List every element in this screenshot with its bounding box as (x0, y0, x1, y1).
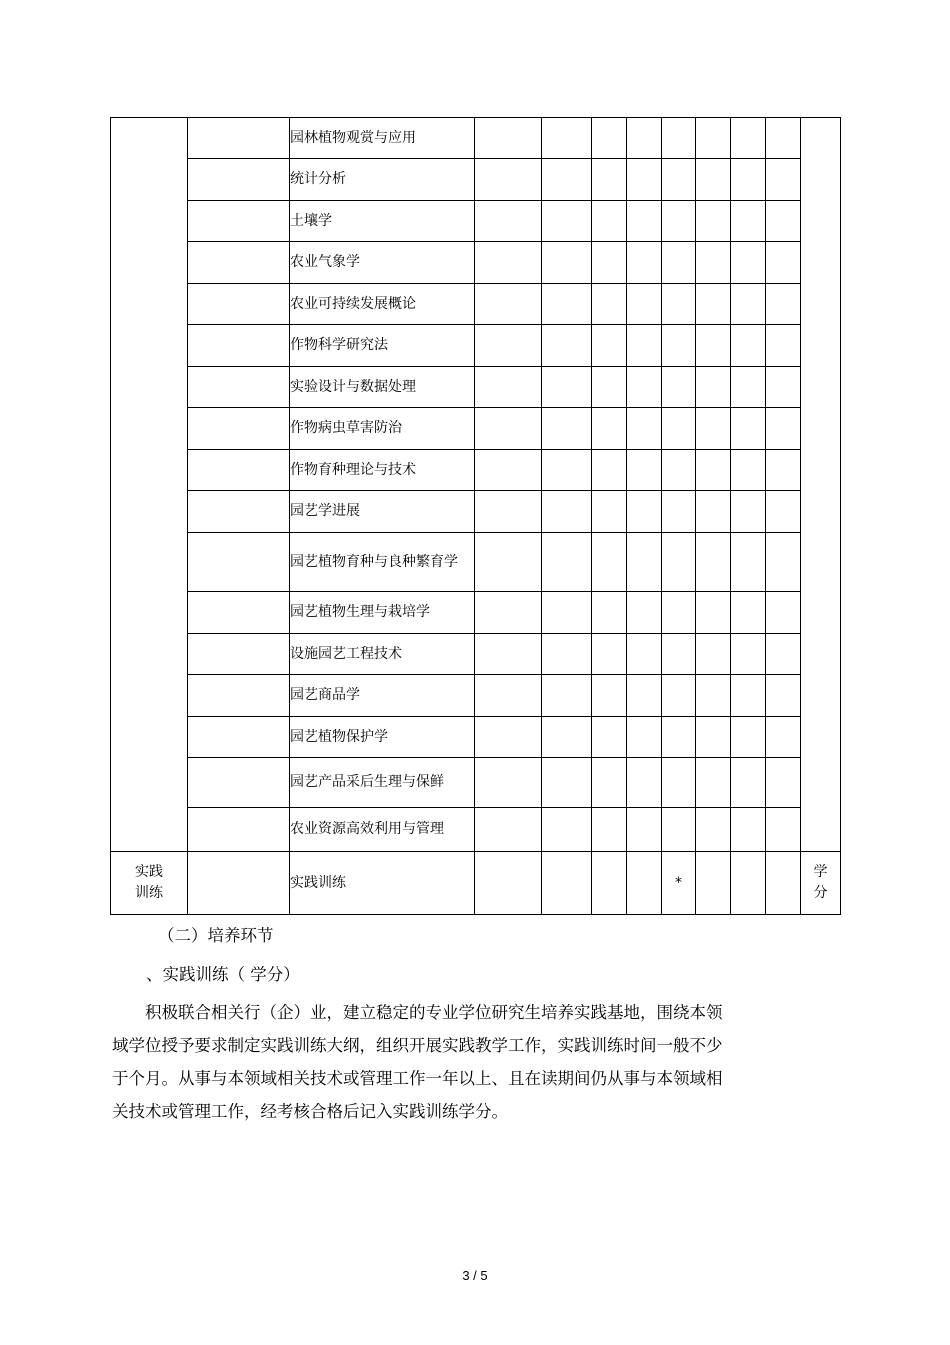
course-name-cell: 统计分析 (290, 159, 475, 201)
table-cell (696, 325, 731, 367)
table-cell (662, 758, 696, 808)
table-cell (475, 852, 542, 915)
table-cell (766, 325, 801, 367)
table-cell (766, 242, 801, 284)
credit-cell (801, 118, 841, 852)
course-name-cell: 作物病虫草害防治 (290, 408, 475, 450)
table-cell (731, 717, 766, 758)
table-cell (475, 533, 542, 592)
practice-paragraph (112, 996, 792, 1128)
table-cell (731, 367, 766, 408)
table-cell (475, 634, 542, 675)
table-cell (696, 450, 731, 491)
practice-category-label: 实践训练 (134, 864, 163, 901)
table-cell (731, 159, 766, 201)
table-cell (696, 675, 731, 717)
table-cell (475, 491, 542, 533)
table-cell (662, 325, 696, 367)
table-cell (592, 592, 627, 634)
course-code-cell (188, 242, 290, 284)
table-cell (696, 242, 731, 284)
table-cell (731, 634, 766, 675)
table-cell (475, 159, 542, 201)
table-cell (662, 367, 696, 408)
table-cell (592, 634, 627, 675)
course-row (111, 533, 841, 592)
course-name-cell: 园艺学进展 (290, 491, 475, 533)
table-cell (766, 491, 801, 533)
table-cell (662, 159, 696, 201)
course-name-cell: 作物育种理论与技术 (290, 450, 475, 491)
practice-credit-cell (801, 852, 841, 915)
table-cell (542, 675, 592, 717)
course-row (111, 242, 841, 284)
table-cell (542, 634, 592, 675)
course-name-cell: 作物科学研究法 (290, 325, 475, 367)
table-cell (542, 367, 592, 408)
table-cell (627, 325, 662, 367)
course-row (111, 367, 841, 408)
table-cell (662, 242, 696, 284)
table-cell (696, 808, 731, 852)
table-cell (627, 284, 662, 325)
table-cell (766, 159, 801, 201)
table-cell (542, 852, 592, 915)
table-cell (766, 852, 801, 915)
table-cell (627, 675, 662, 717)
course-table (110, 117, 841, 915)
table-cell (766, 284, 801, 325)
table-cell (475, 284, 542, 325)
table-cell (766, 118, 801, 159)
table-cell (475, 758, 542, 808)
course-name-cell: 园艺产品采后生理与保鲜 (290, 758, 475, 808)
table-cell (475, 408, 542, 450)
course-code-cell (188, 284, 290, 325)
table-cell (592, 118, 627, 159)
table-cell (475, 367, 542, 408)
table-cell (662, 118, 696, 159)
table-cell (696, 592, 731, 634)
table-cell (592, 758, 627, 808)
table-cell (696, 491, 731, 533)
table-cell (475, 717, 542, 758)
paragraph-line: 关技术或管理工作，经考核合格后记入实践训练学分。 (112, 1102, 508, 1121)
course-row (111, 450, 841, 491)
table-cell (662, 408, 696, 450)
table-cell (766, 450, 801, 491)
table-cell (627, 808, 662, 852)
table-cell (627, 408, 662, 450)
table-cell (627, 450, 662, 491)
table-cell (662, 284, 696, 325)
course-row (111, 118, 841, 159)
table-cell (662, 592, 696, 634)
course-code-cell (188, 758, 290, 808)
table-cell (731, 533, 766, 592)
table-cell (542, 242, 592, 284)
table-cell (475, 675, 542, 717)
table-cell (731, 284, 766, 325)
table-cell (592, 450, 627, 491)
table-cell (731, 491, 766, 533)
table-cell (766, 808, 801, 852)
course-name-cell: 农业气象学 (290, 242, 475, 284)
course-row (111, 491, 841, 533)
table-cell (592, 284, 627, 325)
table-cell (731, 592, 766, 634)
table-cell (592, 159, 627, 201)
course-name-cell: 园艺植物保护学 (290, 717, 475, 758)
table-cell (542, 325, 592, 367)
course-code-cell (188, 491, 290, 533)
table-cell (696, 533, 731, 592)
table-cell (662, 634, 696, 675)
table-cell (627, 201, 662, 242)
table-cell (592, 675, 627, 717)
practice-name-cell: 实践训练 (290, 852, 475, 915)
table-cell (627, 533, 662, 592)
table-cell (592, 325, 627, 367)
course-row (111, 675, 841, 717)
table-cell (542, 408, 592, 450)
table-cell (627, 242, 662, 284)
table-cell (731, 675, 766, 717)
paragraph-line: 于个月。从事与本领域相关技术或管理工作一年以上、且在读期间仍从事与本领域相 (112, 1069, 723, 1088)
table-cell (696, 118, 731, 159)
table-cell (766, 408, 801, 450)
course-name-cell: 园艺商品学 (290, 675, 475, 717)
course-row (111, 159, 841, 201)
course-code-cell (188, 592, 290, 634)
table-cell (542, 118, 592, 159)
practice-mark-cell: * (662, 852, 696, 915)
table-cell (542, 159, 592, 201)
table-cell (696, 852, 731, 915)
table-cell (766, 675, 801, 717)
course-name-cell: 园林植物观赏与应用 (290, 118, 475, 159)
course-row (111, 284, 841, 325)
category-cell (111, 118, 188, 852)
table-cell (475, 592, 542, 634)
table-cell (662, 491, 696, 533)
course-code-cell (188, 808, 290, 852)
table-cell (592, 808, 627, 852)
table-cell (627, 159, 662, 201)
table-cell (662, 717, 696, 758)
course-code-cell (188, 675, 290, 717)
table-cell (627, 634, 662, 675)
table-cell (696, 367, 731, 408)
section-heading: （二）培养环节 (158, 926, 274, 945)
table-cell (662, 201, 696, 242)
paragraph-line: 积极联合相关行（企）业，建立稳定的专业学位研究生培养实践基地，围绕本领 (145, 1003, 723, 1022)
table-cell (662, 808, 696, 852)
table-cell (592, 852, 627, 915)
course-name-cell: 设施园艺工程技术 (290, 634, 475, 675)
course-code-cell (188, 533, 290, 592)
table-cell (731, 408, 766, 450)
subsection-heading: 、实践训练（ 学分） (146, 965, 300, 984)
table-cell (475, 242, 542, 284)
table-cell (696, 408, 731, 450)
table-cell (475, 118, 542, 159)
table-cell (731, 808, 766, 852)
table-cell (592, 367, 627, 408)
table-cell (766, 201, 801, 242)
course-code-cell (188, 408, 290, 450)
course-row (111, 201, 841, 242)
table-cell (696, 201, 731, 242)
course-name-cell: 农业可持续发展概论 (290, 284, 475, 325)
table-cell (766, 367, 801, 408)
table-cell (731, 242, 766, 284)
table-cell (766, 717, 801, 758)
table-cell (662, 533, 696, 592)
table-cell (542, 201, 592, 242)
course-row (111, 408, 841, 450)
course-row (111, 592, 841, 634)
page-number: 3 / 5 (462, 1268, 488, 1283)
table-cell (731, 118, 766, 159)
table-cell (627, 491, 662, 533)
course-row (111, 325, 841, 367)
table-cell (627, 717, 662, 758)
course-name-cell: 实验设计与数据处理 (290, 367, 475, 408)
table-cell (542, 758, 592, 808)
course-name-cell: 土壤学 (290, 201, 475, 242)
table-cell (696, 717, 731, 758)
table-cell (696, 758, 731, 808)
table-cell (542, 450, 592, 491)
course-code-cell (188, 159, 290, 201)
table-cell (592, 201, 627, 242)
course-code-cell (188, 118, 290, 159)
table-cell (731, 201, 766, 242)
course-row (111, 758, 841, 808)
table-cell (592, 408, 627, 450)
course-code-cell (188, 717, 290, 758)
table-cell (592, 491, 627, 533)
table-cell (627, 367, 662, 408)
table-cell (766, 634, 801, 675)
table-cell (766, 533, 801, 592)
table-cell (696, 159, 731, 201)
table-cell (696, 284, 731, 325)
table-cell (627, 592, 662, 634)
table-cell (475, 201, 542, 242)
table-cell (592, 717, 627, 758)
course-code-cell (188, 634, 290, 675)
table-cell (662, 450, 696, 491)
practice-category-cell (111, 852, 188, 915)
table-cell (542, 284, 592, 325)
table-cell (592, 533, 627, 592)
table-cell (475, 808, 542, 852)
table-cell (766, 758, 801, 808)
table-cell (627, 758, 662, 808)
table-cell (696, 634, 731, 675)
table-cell (475, 325, 542, 367)
table-cell (542, 808, 592, 852)
table-cell (766, 592, 801, 634)
course-name-cell: 园艺植物育种与良种繁育学 (290, 533, 475, 592)
course-row (111, 808, 841, 852)
table-cell (731, 758, 766, 808)
table-cell (542, 592, 592, 634)
table-cell (731, 852, 766, 915)
course-row (111, 717, 841, 758)
table-cell (627, 852, 662, 915)
course-code-cell (188, 201, 290, 242)
course-code-cell (188, 450, 290, 491)
table-cell (542, 491, 592, 533)
course-name-cell: 园艺植物生理与栽培学 (290, 592, 475, 634)
table-cell (731, 450, 766, 491)
table-cell (662, 675, 696, 717)
course-code-cell (188, 367, 290, 408)
practice-row (111, 852, 841, 915)
course-name-cell: 农业资源高效利用与管理 (290, 808, 475, 852)
course-row (111, 634, 841, 675)
table-cell (592, 242, 627, 284)
course-code-cell (188, 325, 290, 367)
table-cell (542, 717, 592, 758)
table-cell (475, 450, 542, 491)
table-cell (731, 325, 766, 367)
paragraph-line: 域学位授予要求制定实践训练大纲，组织开展实践教学工作，实践训练时间一般不少 (112, 1036, 723, 1055)
practice-credit-label: 学分 (813, 864, 828, 901)
table-cell (542, 533, 592, 592)
course-code-cell (188, 852, 290, 915)
table-cell (627, 118, 662, 159)
